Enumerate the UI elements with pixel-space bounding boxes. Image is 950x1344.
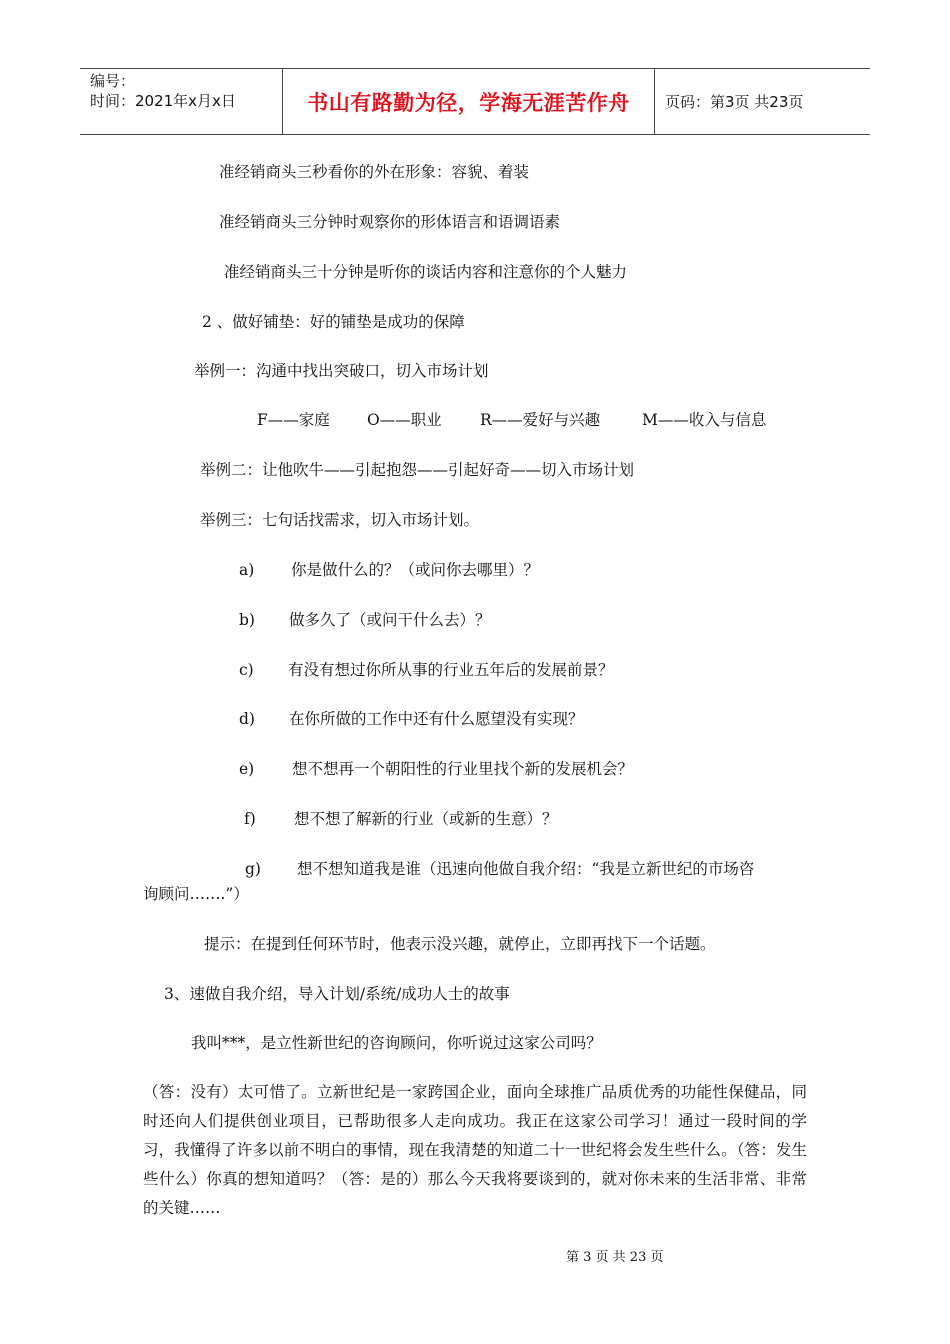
question-text: 想不想再一个朝阳性的行业里找个新的发展机会？: [292, 760, 634, 778]
form-mnemonic: [257, 410, 766, 430]
body-line-1: 准经销商头三秒看你的外在形象：容貌、着装: [219, 163, 530, 181]
tip-note: 提示：在提到任何环节时，他表示没兴趣，就停止，立即再找下一个话题。: [204, 935, 716, 953]
section-heading-2: 2 、做好铺垫：好的铺垫是成功的保障: [202, 313, 465, 331]
intro-line: 我叫***，是立性新世纪的咨询顾问，你听说过这家公司吗？: [191, 1034, 602, 1052]
question-g-continued: 询顾问…….”）: [143, 885, 249, 903]
example-3: 举例三：七句话找需求，切入市场计划。: [200, 511, 480, 529]
question-text: 想不想了解新的行业（或新的生意）？: [294, 810, 558, 828]
body-line-2: 准经销商头三分钟时观察你的形体语言和语调语素: [219, 213, 561, 231]
question-label: a): [239, 561, 255, 579]
form-item-m: M——收入与信息: [642, 411, 767, 429]
question-a: [239, 560, 539, 580]
question-text: 做多久了（或问干什么去）？: [289, 611, 491, 629]
question-f: [244, 809, 558, 829]
page-header: [80, 68, 870, 135]
question-label: c): [239, 661, 254, 679]
question-d: [239, 709, 584, 729]
question-b: [239, 610, 491, 630]
question-label: f): [244, 810, 256, 828]
question-text: 你是做什么的？（或问你去哪里）？: [291, 561, 540, 579]
question-text: 想不想知道我是谁（迅速向他做自我介绍：“我是立新世纪的市场咨: [297, 860, 755, 878]
question-label: e): [239, 760, 255, 778]
header-page-info: 页码：第3页 共23页: [665, 93, 804, 111]
form-item-r: R——爱好与兴趣: [480, 411, 601, 429]
form-item-f: F——家庭: [257, 411, 330, 429]
example-2: 举例二：让他吹牛——引起抱怨——引起好奇——切入市场计划: [200, 461, 635, 479]
form-item-o: O——职业: [367, 411, 442, 429]
body-paragraph: （答：没有）太可惜了。立新世纪是一家跨国企业，面向全球推广品质优秀的功能性保健品，同时还向人们提供创业项目，已帮助很多人走向成功。我正在这家公司学习！通过一段时间的学习，我懂得了许多以前不明白的事情，现在我清楚的知道二十一世纪将会发生些什么。（答：发生些什么）你真的想知道吗？（答：是的）那么今天我将要谈到的，就对你未来的生活非常、非常的关键……: [143, 1083, 807, 1217]
question-c: [239, 660, 614, 680]
header-meta: [80, 69, 282, 134]
question-label: b): [239, 611, 255, 629]
header-motto: 书山有路勤为径，学海无涯苦作舟: [282, 69, 655, 134]
question-text: 在你所做的工作中还有什么愿望没有实现？: [289, 710, 584, 728]
question-e: [239, 759, 633, 779]
question-label: g): [245, 860, 261, 878]
question-label: d): [239, 710, 255, 728]
section-heading-3: 3、速做自我介绍，导入计划/系统/成功人士的故事: [164, 985, 510, 1003]
question-text: 有没有想过你所从事的行业五年后的发展前景？: [288, 661, 614, 679]
example-1: 举例一：沟通中找出突破口，切入市场计划: [194, 362, 489, 380]
footer-page-number: 第 3 页 共 23 页: [566, 1250, 664, 1265]
question-g: [245, 859, 754, 879]
body-line-3: 准经销商头三十分钟是听你的谈话内容和注意你的个人魅力: [224, 263, 628, 281]
date-label: 时间：2021年x月x日: [90, 92, 236, 110]
serial-number-label: 编号：: [90, 72, 136, 90]
